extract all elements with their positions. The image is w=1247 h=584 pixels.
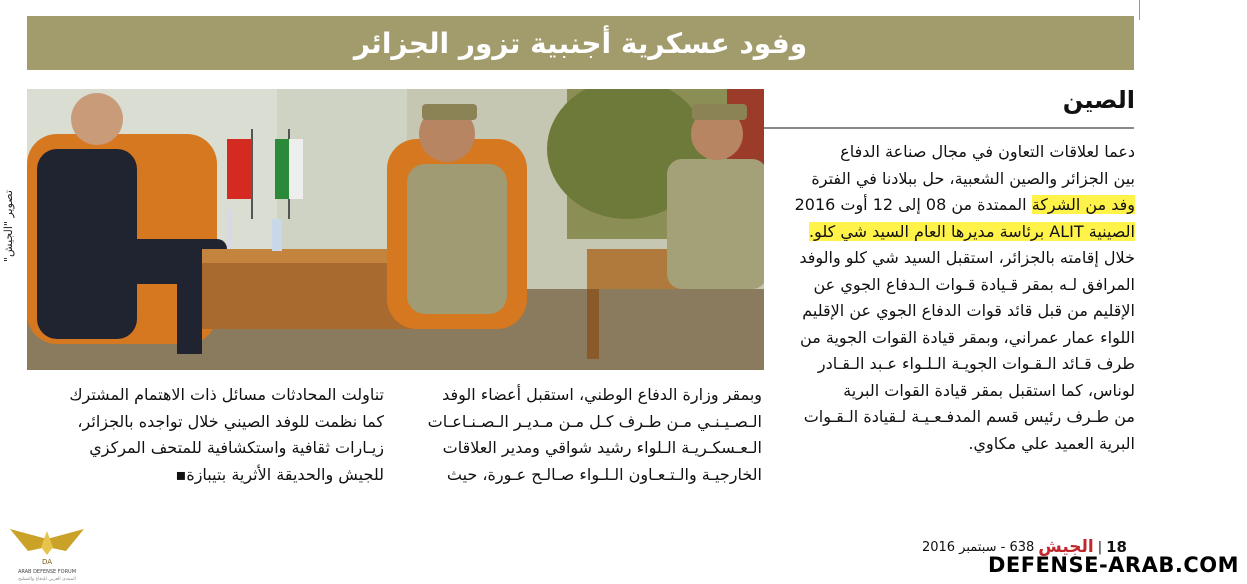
site-watermark: DEFENSE-ARAB.COM — [987, 553, 1239, 577]
right-column — [759, 139, 1135, 457]
text-line: الـعـسكـريـة الـلواء رشيد شواقي ومدير العلاقات — [442, 438, 762, 457]
text-line: الخارجيـة والـتـعـاون الـلـواء صـالـح عـورة، حيث — [446, 464, 762, 484]
text-line: من طـرف رئيس قسم المدفـعـيـة لـقيادة الـقـوات — [803, 407, 1135, 426]
text-line: الـصـيـنـي مـن طـرف كـل مـن مـديـر الـصـنـاعـات — [427, 411, 762, 431]
svg-text:المنتدى العربي للدفاع والتسليح: المنتدى العربي للدفاع والتسليح — [18, 577, 76, 582]
issue-info: 638 - سبتمبر 2016 — [921, 539, 1035, 555]
section-title: الصين — [1062, 86, 1135, 114]
svg-text:ARAB DEFENSE FORUM: ARAB DEFENSE FORUM — [17, 569, 77, 575]
highlighted-text: الصينية ALIT برئاسة مديرها العام السيد شي كلو. — [808, 221, 1135, 241]
text-line: وفد من الشركة الممتدة من 08 إلى 12 أوت 2016 — [794, 195, 1135, 214]
headline: وفود عسكرية أجنبية تزور الجزائر — [353, 26, 808, 60]
text-line: المرافق لـه بمقر قـيادة قـوات الـدفاع الجوي عن — [813, 274, 1135, 294]
arab-defense-forum-logo — [6, 521, 88, 583]
text-line: وبمقر وزارة الدفاع الوطني، استقبل أعضاء الوفد — [442, 385, 762, 404]
footer-separator: | — [1097, 539, 1103, 555]
text-line: اللواء عمار عمراني، وبمقر قيادة القوات الجوية من — [800, 327, 1135, 347]
text-line: بين الجزائر والصين الشعبية، حل ببلادنا في الفترة — [811, 168, 1135, 188]
text-line: لوناس، كما استقبل بمقر قيادة القوات البرية — [843, 380, 1135, 400]
text-line: زيـارات ثقافية واستكشافية للمتحف المركزي — [89, 438, 384, 457]
headline-banner — [27, 16, 1134, 70]
left-column — [32, 382, 384, 488]
middle-column — [404, 382, 762, 488]
highlighted-text: وفد من الشركة — [1031, 195, 1135, 214]
svg-text:DA: DA — [41, 558, 53, 566]
meeting-photo — [27, 89, 764, 370]
text-line: كما نظمت للوفد الصيني خلال تواجده بالجزائر، — [77, 411, 384, 431]
text-line: طرف قـائد الـقـوات الجويـة الـلـواء عـبد الـقـادر — [817, 354, 1135, 373]
text-line: دعما لعلاقات التعاون في مجال صناعة الدفاع — [840, 142, 1135, 161]
text-line: للجيش والحديقة الأثرية بتيبازة▪ — [175, 464, 384, 484]
text-line: تناولت المحادثات مسائل ذات الاهتمام المشترك — [69, 385, 384, 404]
text-line: الإقليم من قبل قائد قوات الدفاع الجوي عن الإقليم — [802, 301, 1135, 320]
magazine-name: الجيش — [1038, 537, 1094, 557]
text-line: خلال إقامته بالجزائر، استقبل السيد شي كلو والوفد — [799, 248, 1135, 267]
text-line: البرية العميد علي مكاوي. — [968, 433, 1135, 453]
page-number: 18 — [1106, 538, 1127, 556]
margin-line — [1139, 0, 1140, 20]
photo-credit: تصوير "الجيش" — [2, 190, 15, 262]
section-divider — [764, 127, 1134, 129]
text-line — [759, 219, 1135, 246]
